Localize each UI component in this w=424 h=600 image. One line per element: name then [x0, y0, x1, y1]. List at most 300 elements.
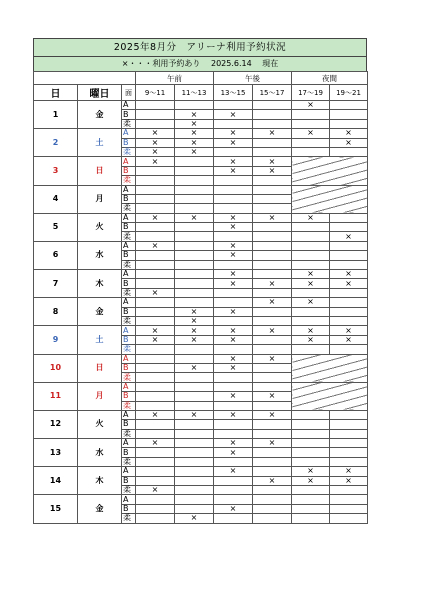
legend-bar — [33, 56, 367, 71]
slot-cell: × — [292, 270, 330, 279]
slot-cell — [214, 457, 253, 466]
slot-cell — [292, 410, 330, 419]
facility-label: 柔 — [122, 288, 136, 297]
facility-label: 柔 — [122, 514, 136, 523]
slot-cell: × — [136, 288, 175, 297]
day-date: 4 — [34, 185, 78, 213]
slot-cell — [292, 138, 330, 147]
slot-cell — [330, 514, 368, 523]
table-row — [34, 270, 368, 279]
facility-label: B — [122, 251, 136, 260]
slot-cell — [330, 251, 368, 260]
slot-cell — [214, 185, 253, 194]
slot-cell — [214, 298, 253, 307]
slot-cell — [253, 514, 292, 523]
slot-cell — [214, 232, 253, 241]
slot-cell — [292, 288, 330, 297]
facility-label: B — [122, 448, 136, 457]
slot-cell: × — [214, 110, 253, 119]
table-row — [34, 241, 368, 250]
slot-cell: × — [214, 223, 253, 232]
slot-cell: × — [292, 476, 330, 485]
slot-cell — [175, 401, 214, 410]
slot-header: 19～21 — [330, 85, 368, 101]
slot-cell — [253, 251, 292, 260]
slot-cell — [292, 457, 330, 466]
slot-cell — [175, 476, 214, 485]
as-of-label: 現在 — [262, 59, 279, 68]
slot-cell: × — [253, 279, 292, 288]
slot-cell — [136, 176, 175, 185]
slot-cell — [175, 504, 214, 513]
slot-cell: × — [330, 232, 368, 241]
slot-cell — [292, 345, 330, 354]
slot-cell — [136, 185, 175, 194]
day-of-week: 水 — [78, 241, 122, 269]
slot-cell: × — [214, 467, 253, 476]
slot-cell: × — [136, 326, 175, 335]
sheet-title: 2025年8月分 アリーナ利用予約状況 — [33, 38, 367, 56]
slot-cell — [330, 147, 368, 156]
slot-cell — [214, 101, 253, 110]
slot-cell — [175, 260, 214, 269]
slot-cell — [175, 467, 214, 476]
day-date: 15 — [34, 495, 78, 523]
slot-cell — [175, 194, 214, 203]
facility-label: A — [122, 129, 136, 138]
facility-label: A — [122, 101, 136, 110]
facility-label: 柔 — [122, 429, 136, 438]
day-of-week: 月 — [78, 185, 122, 213]
slot-cell — [292, 486, 330, 495]
slot-cell — [292, 495, 330, 504]
slot-cell: × — [214, 138, 253, 147]
table-row — [34, 410, 368, 419]
facility-label: 柔 — [122, 260, 136, 269]
day-date: 13 — [34, 439, 78, 467]
slot-cell: × — [175, 138, 214, 147]
slot-cell — [330, 307, 368, 316]
slot-cell: × — [175, 514, 214, 523]
slot-cell — [253, 486, 292, 495]
day-of-week: 金 — [78, 298, 122, 326]
slot-cell: × — [175, 335, 214, 344]
slot-cell — [136, 316, 175, 325]
slot-cell — [253, 110, 292, 119]
slot-cell: × — [292, 298, 330, 307]
slot-cell — [175, 204, 214, 213]
table-row — [34, 157, 368, 166]
day-of-week: 火 — [78, 410, 122, 438]
facility-label: B — [122, 307, 136, 316]
slot-cell: × — [292, 467, 330, 476]
slot-cell — [292, 504, 330, 513]
slot-header: 17～19 — [292, 85, 330, 101]
slot-cell: × — [214, 307, 253, 316]
slot-cell — [253, 401, 292, 410]
slot-cell — [292, 147, 330, 156]
slot-cell — [330, 119, 368, 128]
slot-cell — [292, 439, 330, 448]
slot-cell: × — [253, 298, 292, 307]
slot-cell — [253, 420, 292, 429]
slot-cell — [214, 176, 253, 185]
slot-cell — [136, 194, 175, 203]
slot-cell: × — [253, 439, 292, 448]
night-unavailable-hatch — [292, 382, 368, 410]
slot-cell — [330, 260, 368, 269]
slot-cell — [253, 176, 292, 185]
facility-label: 柔 — [122, 147, 136, 156]
slot-cell: × — [292, 326, 330, 335]
as-of-date: 2025.6.14 — [210, 59, 252, 68]
reservation-rows — [34, 101, 368, 524]
facility-label: A — [122, 495, 136, 504]
facility-label: 柔 — [122, 457, 136, 466]
slot-cell — [330, 448, 368, 457]
slot-cell: × — [136, 157, 175, 166]
dow-header: 曜日 — [78, 85, 122, 101]
slot-cell — [175, 298, 214, 307]
slot-cell — [292, 223, 330, 232]
slot-cell: × — [136, 486, 175, 495]
day-date: 8 — [34, 298, 78, 326]
slot-cell: × — [214, 279, 253, 288]
facility-label: B — [122, 392, 136, 401]
facility-label: A — [122, 354, 136, 363]
slot-cell — [214, 373, 253, 382]
slot-cell — [214, 401, 253, 410]
slot-cell: × — [253, 213, 292, 222]
slot-cell: × — [330, 270, 368, 279]
slot-cell — [136, 514, 175, 523]
slot-cell — [136, 392, 175, 401]
facility-label: A — [122, 241, 136, 250]
slot-cell — [136, 298, 175, 307]
slot-cell — [136, 382, 175, 391]
slot-cell — [292, 429, 330, 438]
period-group-afternoon: 午後 — [214, 72, 292, 85]
slot-cell: × — [330, 326, 368, 335]
slot-cell — [330, 298, 368, 307]
facility-label: A — [122, 185, 136, 194]
slot-cell — [136, 467, 175, 476]
slot-cell — [175, 185, 214, 194]
slot-cell: × — [175, 147, 214, 156]
slot-cell — [253, 363, 292, 372]
day-date: 2 — [34, 129, 78, 157]
slot-cell — [330, 486, 368, 495]
slot-cell: × — [292, 335, 330, 344]
slot-cell: × — [214, 213, 253, 222]
slot-cell — [292, 448, 330, 457]
slot-cell — [175, 251, 214, 260]
slot-cell: × — [136, 410, 175, 419]
slot-cell — [214, 514, 253, 523]
facility-label: B — [122, 194, 136, 203]
slot-cell: × — [175, 307, 214, 316]
table-row — [34, 129, 368, 138]
slot-cell: × — [330, 476, 368, 485]
facility-label: A — [122, 382, 136, 391]
slot-cell: × — [175, 213, 214, 222]
slot-cell — [330, 457, 368, 466]
day-date: 11 — [34, 382, 78, 410]
slot-cell: × — [330, 335, 368, 344]
slot-cell — [330, 420, 368, 429]
slot-cell — [253, 335, 292, 344]
slot-cell — [292, 119, 330, 128]
slot-cell — [253, 373, 292, 382]
day-date: 3 — [34, 157, 78, 185]
slot-cell — [136, 101, 175, 110]
day-date: 9 — [34, 326, 78, 354]
facility-label: A — [122, 213, 136, 222]
period-group-night: 夜間 — [292, 72, 368, 85]
slot-cell — [136, 448, 175, 457]
facility-label: B — [122, 138, 136, 147]
slot-cell: × — [214, 410, 253, 419]
slot-cell — [136, 223, 175, 232]
facility-label: A — [122, 439, 136, 448]
slot-cell: × — [214, 157, 253, 166]
day-date: 14 — [34, 467, 78, 495]
slot-cell — [136, 204, 175, 213]
slot-cell — [253, 147, 292, 156]
slot-cell — [253, 241, 292, 250]
slot-cell — [175, 270, 214, 279]
slot-cell — [292, 241, 330, 250]
slot-cell — [253, 316, 292, 325]
slot-cell — [175, 448, 214, 457]
slot-cell — [214, 119, 253, 128]
facility-label: 柔 — [122, 176, 136, 185]
day-of-week: 火 — [78, 213, 122, 241]
slot-cell — [136, 373, 175, 382]
slot-cell — [330, 429, 368, 438]
slot-cell: × — [330, 279, 368, 288]
table-row — [34, 495, 368, 504]
slot-cell — [253, 138, 292, 147]
slot-cell: × — [175, 363, 214, 372]
slot-cell — [136, 345, 175, 354]
slot-cell: × — [214, 335, 253, 344]
slot-cell: × — [214, 392, 253, 401]
facility-label: 柔 — [122, 401, 136, 410]
slot-cell — [253, 194, 292, 203]
slot-cell — [253, 185, 292, 194]
slot-cell — [175, 176, 214, 185]
slot-cell — [136, 476, 175, 485]
slot-cell — [253, 504, 292, 513]
slot-cell: × — [253, 392, 292, 401]
slot-cell — [330, 110, 368, 119]
night-unavailable-hatch — [292, 354, 368, 382]
slot-cell — [253, 260, 292, 269]
day-of-week: 木 — [78, 270, 122, 298]
day-date: 10 — [34, 354, 78, 382]
slot-cell — [136, 232, 175, 241]
slot-cell — [253, 307, 292, 316]
slot-cell: × — [175, 316, 214, 325]
slot-cell — [292, 232, 330, 241]
slot-cell — [253, 270, 292, 279]
slot-cell: × — [214, 241, 253, 250]
day-of-week: 月 — [78, 382, 122, 410]
slot-cell — [214, 288, 253, 297]
slot-cell — [175, 288, 214, 297]
facility-label: B — [122, 504, 136, 513]
slot-cell: × — [214, 354, 253, 363]
slot-cell — [253, 495, 292, 504]
slot-header: 11～13 — [175, 85, 214, 101]
slot-cell: × — [292, 101, 330, 110]
facility-label: 柔 — [122, 316, 136, 325]
slot-cell: × — [175, 326, 214, 335]
night-unavailable-hatch — [292, 185, 368, 213]
slot-cell — [214, 476, 253, 485]
slot-cell: × — [253, 354, 292, 363]
slot-cell: × — [214, 166, 253, 175]
facility-header: 面 — [122, 85, 136, 101]
slot-cell: × — [330, 129, 368, 138]
slot-cell — [330, 410, 368, 419]
day-date: 7 — [34, 270, 78, 298]
slot-cell — [136, 251, 175, 260]
facility-label: A — [122, 298, 136, 307]
table-row — [34, 101, 368, 110]
slot-cell — [253, 119, 292, 128]
slot-cell — [175, 101, 214, 110]
slot-cell — [136, 354, 175, 363]
slot-cell: × — [292, 279, 330, 288]
slot-cell — [175, 486, 214, 495]
slot-cell: × — [136, 147, 175, 156]
slot-cell — [214, 147, 253, 156]
slot-cell — [136, 110, 175, 119]
slot-cell — [214, 420, 253, 429]
slot-cell — [136, 363, 175, 372]
slot-cell: × — [214, 251, 253, 260]
day-header: 日 — [34, 85, 78, 101]
period-group-morning: 午前 — [136, 72, 214, 85]
slot-cell — [292, 420, 330, 429]
slot-cell: × — [330, 467, 368, 476]
slot-cell: × — [136, 213, 175, 222]
slot-cell — [175, 279, 214, 288]
slot-cell — [253, 223, 292, 232]
slot-cell — [136, 420, 175, 429]
slot-cell — [330, 213, 368, 222]
day-of-week: 日 — [78, 157, 122, 185]
slot-cell — [136, 401, 175, 410]
slot-cell: × — [253, 326, 292, 335]
table-row — [34, 298, 368, 307]
facility-label: A — [122, 270, 136, 279]
day-date: 12 — [34, 410, 78, 438]
slot-cell — [253, 457, 292, 466]
slot-cell: × — [253, 157, 292, 166]
slot-cell — [214, 495, 253, 504]
slot-cell — [136, 260, 175, 269]
slot-cell: × — [214, 439, 253, 448]
facility-label: 柔 — [122, 204, 136, 213]
facility-label: 柔 — [122, 373, 136, 382]
slot-cell: × — [214, 504, 253, 513]
day-of-week: 木 — [78, 467, 122, 495]
slot-cell — [214, 204, 253, 213]
slot-cell: × — [136, 335, 175, 344]
slot-cell — [253, 204, 292, 213]
slot-cell — [175, 420, 214, 429]
slot-cell — [292, 260, 330, 269]
slot-cell: × — [253, 410, 292, 419]
day-of-week: 土 — [78, 129, 122, 157]
table-row — [34, 382, 368, 391]
slot-cell: × — [214, 129, 253, 138]
reservation-table — [33, 71, 368, 524]
slot-cell — [175, 354, 214, 363]
facility-label: B — [122, 335, 136, 344]
slot-cell: × — [136, 439, 175, 448]
slot-cell: × — [175, 410, 214, 419]
slot-cell: × — [214, 270, 253, 279]
day-of-week: 金 — [78, 495, 122, 523]
facility-label: A — [122, 410, 136, 419]
slot-cell — [136, 429, 175, 438]
day-of-week: 水 — [78, 439, 122, 467]
slot-cell: × — [214, 326, 253, 335]
slot-cell — [214, 194, 253, 203]
table-row — [34, 185, 368, 194]
day-date: 6 — [34, 241, 78, 269]
slot-cell — [330, 439, 368, 448]
slot-cell — [175, 223, 214, 232]
slot-cell: × — [214, 363, 253, 372]
slot-cell — [330, 316, 368, 325]
slot-cell — [253, 101, 292, 110]
slot-cell: × — [292, 213, 330, 222]
slot-cell — [330, 495, 368, 504]
slot-cell — [330, 345, 368, 354]
day-of-week: 金 — [78, 101, 122, 129]
slot-cell — [175, 345, 214, 354]
slot-cell — [214, 316, 253, 325]
slot-cell — [253, 467, 292, 476]
facility-label: A — [122, 157, 136, 166]
slot-cell — [253, 429, 292, 438]
slot-cell — [330, 288, 368, 297]
facility-label: 柔 — [122, 486, 136, 495]
slot-cell — [175, 373, 214, 382]
facility-label: B — [122, 420, 136, 429]
facility-label: B — [122, 363, 136, 372]
slot-cell: × — [330, 138, 368, 147]
table-row — [34, 354, 368, 363]
slot-cell — [136, 307, 175, 316]
slot-header: 13～15 — [214, 85, 253, 101]
facility-label: 柔 — [122, 232, 136, 241]
slot-cell — [175, 232, 214, 241]
slot-cell — [214, 260, 253, 269]
slot-cell: × — [253, 129, 292, 138]
facility-label: 柔 — [122, 345, 136, 354]
slot-cell: × — [175, 129, 214, 138]
slot-cell — [292, 110, 330, 119]
facility-label: A — [122, 467, 136, 476]
slot-cell — [253, 448, 292, 457]
legend-text: ×・・・利用予約あり — [121, 59, 201, 68]
